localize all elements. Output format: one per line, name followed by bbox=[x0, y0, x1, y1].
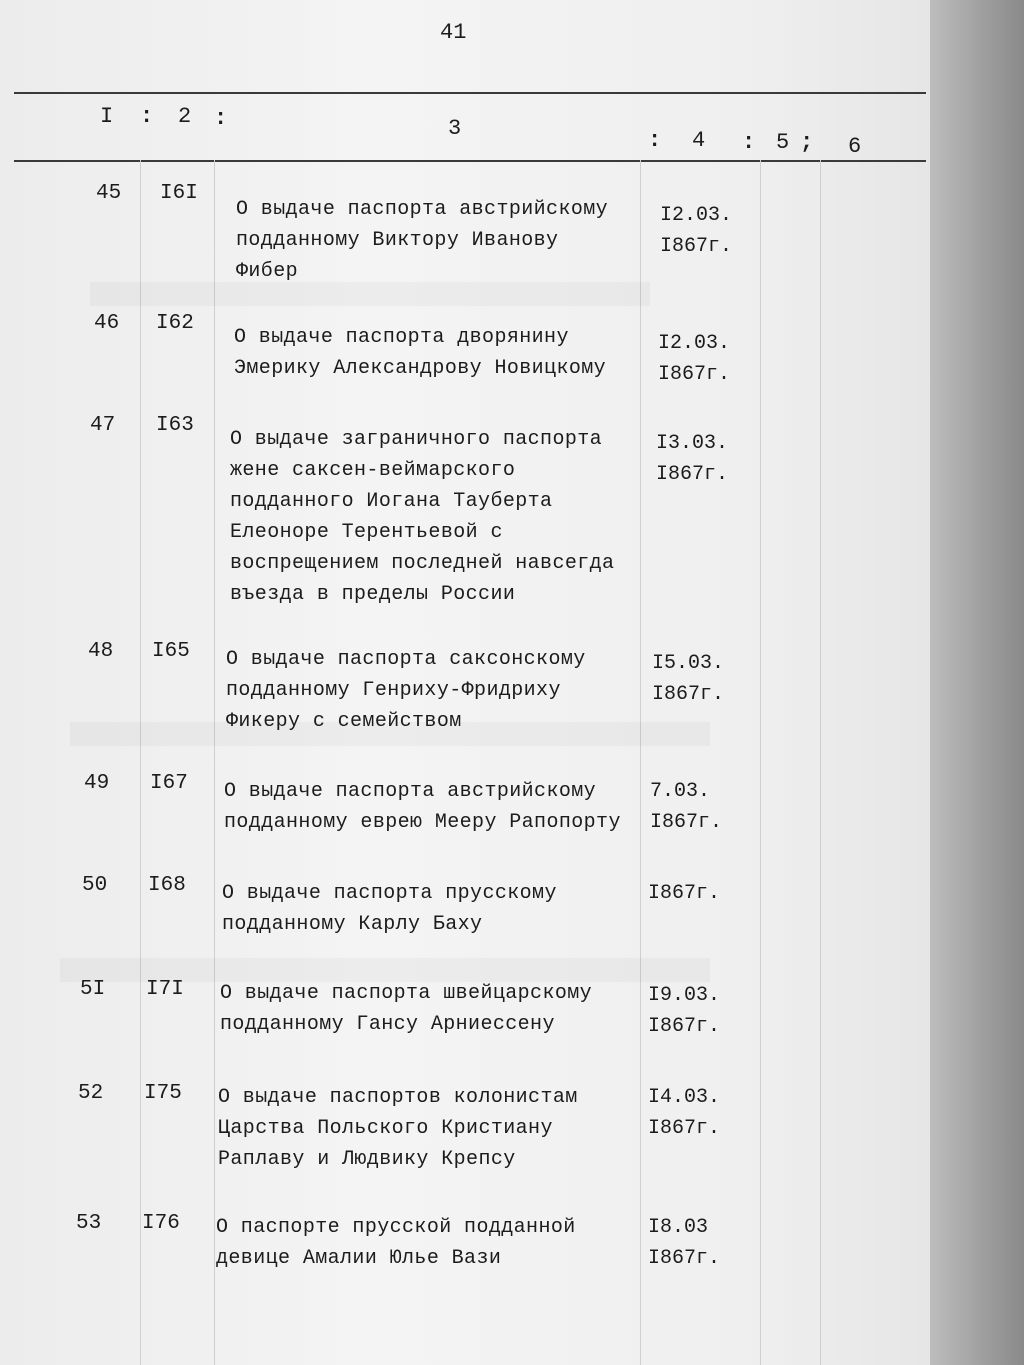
case-title: О выдаче паспортов колонистам Царства Польского Кристиану Раплаву и Людвику Крепсу bbox=[218, 1086, 578, 1171]
column-header-1: I bbox=[100, 104, 114, 129]
case-date: I867г. bbox=[648, 882, 721, 905]
case-number: I75 bbox=[144, 1082, 182, 1105]
case-date: I8.03 I867г. bbox=[648, 1216, 721, 1270]
case-title: О выдаче паспорта дворянину Эмерику Александрову Новицкому bbox=[234, 326, 607, 380]
header-top-rule bbox=[14, 92, 926, 94]
case-date: I3.03. I867г. bbox=[656, 432, 729, 486]
column-divider bbox=[640, 160, 641, 1365]
case-date: I2.03. I867г. bbox=[660, 204, 733, 258]
case-number: I7I bbox=[146, 978, 184, 1001]
case-title: О выдаче паспорта австрийскому подданному еврею Мееру Рапопорту bbox=[224, 780, 621, 834]
column-divider bbox=[140, 160, 141, 1365]
case-title: О выдаче паспорта швейцарскому подданному Гансу Арниессену bbox=[220, 982, 593, 1036]
case-number: I62 bbox=[156, 312, 194, 335]
row-number: 53 bbox=[76, 1212, 102, 1235]
case-date: I2.03. I867г. bbox=[658, 332, 731, 386]
column-separator: : bbox=[140, 104, 154, 129]
column-separator: : bbox=[648, 128, 662, 153]
row-number: 45 bbox=[96, 182, 122, 205]
case-date: I4.03. I867г. bbox=[648, 1086, 721, 1140]
case-title: О выдаче паспорта саксонскому подданному Генриху-Фридриху Фикеру с семейством bbox=[226, 648, 586, 733]
case-number: I6I bbox=[160, 182, 198, 205]
column-separator: : bbox=[214, 106, 228, 131]
row-number: 5I bbox=[80, 978, 106, 1001]
column-divider bbox=[214, 160, 215, 1365]
case-title: О паспорте прусской подданной девице Амалии Юлье Вази bbox=[216, 1216, 576, 1270]
case-date: 7.03. I867г. bbox=[650, 780, 723, 834]
column-separator: : bbox=[742, 130, 756, 155]
case-number: I67 bbox=[150, 772, 188, 795]
case-number: I63 bbox=[156, 414, 194, 437]
background-edge bbox=[930, 0, 1024, 1365]
row-number: 46 bbox=[94, 312, 120, 335]
row-number: 48 bbox=[88, 640, 114, 663]
column-divider bbox=[820, 160, 821, 1365]
row-number: 50 bbox=[82, 874, 108, 897]
page-number: 41 bbox=[440, 20, 467, 45]
row-number: 47 bbox=[90, 414, 116, 437]
row-number: 49 bbox=[84, 772, 110, 795]
column-header-6: 6 bbox=[848, 134, 862, 159]
column-divider bbox=[760, 160, 761, 1365]
column-separator: ; bbox=[800, 130, 814, 155]
case-title: О выдаче заграничного паспорта жене саксен-веймарского подданного Иогана Тауберта Елеоноре Терентьевой с воспрещением последней навсегда въезда в пределы России bbox=[230, 428, 615, 606]
column-header-3: 3 bbox=[448, 116, 462, 141]
case-number: I68 bbox=[148, 874, 186, 897]
column-header-2: 2 bbox=[178, 104, 192, 129]
case-number: I76 bbox=[142, 1212, 180, 1235]
row-number: 52 bbox=[78, 1082, 104, 1105]
column-header-5: 5 bbox=[776, 130, 790, 155]
case-title: О выдаче паспорта австрийскому подданному Виктору Иванову Фибер bbox=[236, 198, 609, 283]
case-date: I5.03. I867г. bbox=[652, 652, 725, 706]
column-header-4: 4 bbox=[692, 128, 706, 153]
case-title: О выдаче паспорта прусскому подданному Карлу Баху bbox=[222, 882, 557, 936]
case-number: I65 bbox=[152, 640, 190, 663]
case-date: I9.03. I867г. bbox=[648, 984, 721, 1038]
header-bottom-rule bbox=[14, 160, 926, 162]
